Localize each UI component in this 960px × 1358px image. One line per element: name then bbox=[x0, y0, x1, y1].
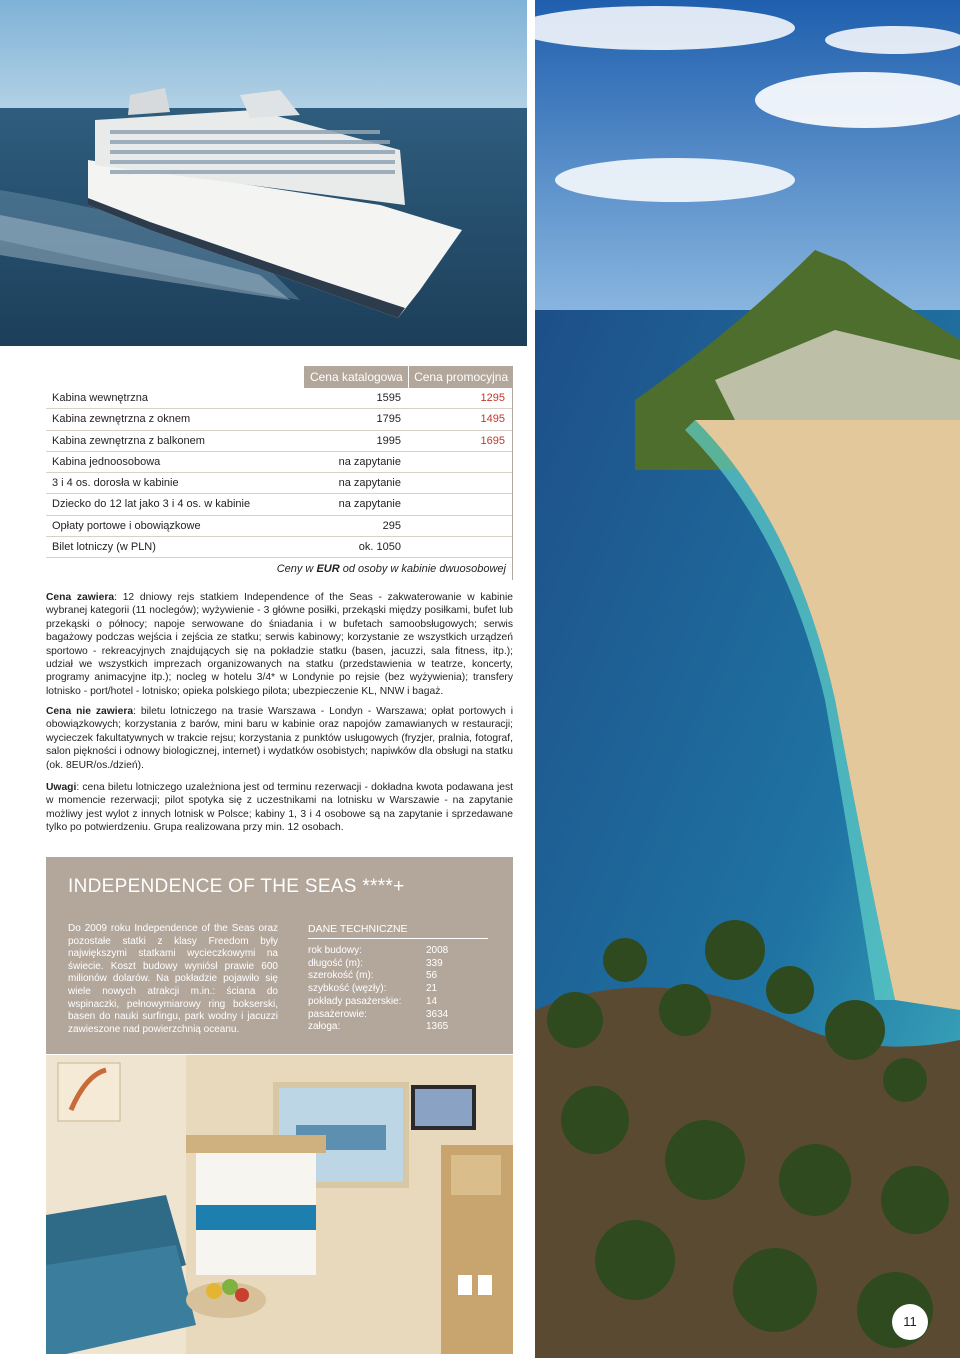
promo-price: 1295 bbox=[480, 392, 505, 404]
remarks-text: : cena biletu lotniczego uzależniona jest od terminu rezerwacji - dokładna kwota podawana jest w momencie rezerwacji; pilot spotyka się z uczestnikami na lotnisku w Warszawie - na zapytanie możliwy jest wylot z innych lotnisk w Polsce; kabiny 1, 3 i 4 osobowe są na zapytanie i sprzedawane tylko po potwierdzeniu. Grupa realizowana przy min. 12 osobach. bbox=[46, 782, 513, 834]
remarks-paragraph bbox=[46, 781, 513, 835]
excludes-text: : biletu lotniczego na trasie Warszawa - Londyn - Warszawa; opłat portowych i obowiązkowych; korzystania z barów, mini baru w kabinie oraz napojów zamawianych w restauracji; wycieczek fakultatywnych w trakcie rejsu; korzystania z punktów usługowych (fryzjer, pralnia, fotograf, salon piękności i odnowy biologicznej, internet) i wydatków osobistych; napiwków dla obsługi na statku (ok. 8EUR/os./dzień). bbox=[46, 706, 513, 771]
catalog-price: 295 bbox=[382, 519, 401, 532]
tech-data-list bbox=[308, 945, 488, 1034]
tech-key: długość (m): bbox=[308, 957, 364, 969]
tech-value: 21 bbox=[426, 983, 438, 995]
remarks-label: Uwagi bbox=[46, 782, 77, 793]
promo-price bbox=[409, 537, 513, 557]
tech-row bbox=[308, 1021, 488, 1034]
price-row-label: Kabina zewnętrzna z oknem bbox=[52, 413, 191, 426]
tech-row bbox=[308, 983, 488, 996]
promo-price: 1695 bbox=[480, 434, 505, 447]
promo-price: 1495 bbox=[480, 413, 505, 426]
price-row-label: Kabina wewnętrzna bbox=[52, 392, 149, 404]
ship-title: INDEPENDENCE OF THE SEAS ****+ bbox=[68, 876, 405, 897]
price-row bbox=[46, 494, 513, 515]
catalog-price: na zapytanie bbox=[338, 477, 401, 490]
catalog-price-header: Cena katalogowa bbox=[304, 366, 408, 388]
promo-price bbox=[409, 494, 513, 514]
price-row bbox=[46, 431, 513, 452]
price-row bbox=[46, 516, 513, 537]
tech-row bbox=[308, 996, 488, 1009]
price-excludes-paragraph bbox=[46, 705, 513, 772]
cruise-ship-photo bbox=[0, 0, 527, 346]
price-table-note bbox=[46, 558, 513, 580]
page-number: 11 bbox=[892, 1304, 928, 1340]
price-row-label: Kabina zewnętrzna z balkonem bbox=[52, 434, 205, 447]
tech-row bbox=[308, 958, 488, 971]
price-row-label: Dziecko do 12 lat jako 3 i 4 os. w kabinie bbox=[52, 498, 251, 511]
catalog-price: 1595 bbox=[376, 392, 401, 404]
catalog-price: 1795 bbox=[376, 413, 401, 426]
price-row-label: 3 i 4 os. dorosła w kabinie bbox=[52, 477, 179, 490]
tech-row bbox=[308, 945, 488, 958]
catalog-price: na zapytanie bbox=[338, 455, 401, 468]
tech-key: załoga: bbox=[308, 1021, 341, 1033]
tech-key: szybkość (węzły): bbox=[308, 983, 387, 995]
tech-row bbox=[308, 1009, 488, 1022]
tech-key: szerokość (m): bbox=[308, 970, 374, 982]
tech-value: 2008 bbox=[426, 945, 449, 956]
beach-coast-photo bbox=[535, 0, 960, 1358]
tech-key: pasażerowie: bbox=[308, 1008, 367, 1020]
ship-description: Do 2009 roku Independence of the Seas oraz pozostałe statki z klasy Freedom były największymi statkami wycieczkowymi na świecie. Koszt budowy wyniósł prawie 600 milionów dolarów. Na pokładzie pojawiło się wiele nowych atrakcji m.in.: ściana do wspinaczki, pełnowymiarowy ring bokserski, basen do nauki surfingu, park wodny i jacuzzi zawieszone nad powierzchnią oceanu. bbox=[68, 923, 278, 1035]
price-row-label: Kabina jednoosobowa bbox=[52, 455, 161, 468]
catalog-price: ok. 1050 bbox=[358, 541, 401, 554]
promo-price bbox=[409, 473, 513, 493]
tech-key: pokłady pasażerskie: bbox=[308, 995, 402, 1007]
promo-price bbox=[409, 452, 513, 472]
tech-value: 14 bbox=[426, 995, 438, 1007]
price-includes-paragraph bbox=[46, 591, 513, 698]
tech-value: 3634 bbox=[426, 1008, 449, 1020]
catalog-price: 1995 bbox=[376, 434, 401, 447]
price-row bbox=[46, 537, 513, 558]
note-suffix: od osoby w kabinie dwuosobowej bbox=[339, 563, 506, 576]
tech-data-title: DANE TECHNICZNE bbox=[308, 923, 488, 939]
price-row bbox=[46, 388, 513, 409]
note-prefix: Ceny w bbox=[276, 563, 317, 576]
ship-info-box bbox=[46, 857, 513, 1054]
price-row bbox=[46, 473, 513, 494]
tech-value: 56 bbox=[426, 970, 438, 982]
price-row-label: Bilet lotniczy (w PLN) bbox=[52, 541, 156, 554]
includes-text: : 12 dniowy rejs statkiem Independence of the Seas - zakwaterowanie w kabinie wybranej kategorii (11 noclegów); wyżywienie - 3 główne posiłki, przekąski między posiłkami, bufet lub przekąski o północy; napoje serwowane do śniadania i w bufetach samoobsługowych; serwis bagażowy podczas wejścia i zejścia ze statku; serwis kabinowy; korzystanie ze wszystkich urządzeń sportowo - rekreacyjnych znajdujących się na pokładzie statku (basen, jacuzzi, sala fitness, itp.); udział we wszystkich imprezach organizowanych na statku (przedstawienia w teatrze, koncerty, programy animacyjne itp.); nocleg w hotelu 3/4* w Londynie po rejsie (bez wyżywienia); transfery lotnisko - port/hotel - lotnisko; opieka polskiego pilota; ubezpieczenie KL, NNW i bagaż. bbox=[46, 592, 513, 697]
excludes-label: Cena nie zawiera bbox=[46, 706, 134, 717]
price-table bbox=[46, 366, 513, 580]
tech-value: 1365 bbox=[426, 1021, 449, 1033]
tech-key: rok budowy: bbox=[308, 945, 362, 956]
price-row bbox=[46, 409, 513, 430]
includes-label: Cena zawiera bbox=[46, 592, 115, 603]
ship-cabin-photo bbox=[46, 1055, 513, 1354]
promo-price-header: Cena promocyjna bbox=[408, 366, 513, 388]
note-currency: EUR bbox=[316, 563, 340, 576]
price-row bbox=[46, 452, 513, 473]
catalog-price: na zapytanie bbox=[338, 498, 401, 511]
tech-row bbox=[308, 970, 488, 983]
tech-value: 339 bbox=[426, 957, 443, 969]
promo-price bbox=[409, 516, 513, 536]
price-row-label: Opłaty portowe i obowiązkowe bbox=[52, 519, 201, 532]
price-table-header bbox=[46, 366, 513, 388]
